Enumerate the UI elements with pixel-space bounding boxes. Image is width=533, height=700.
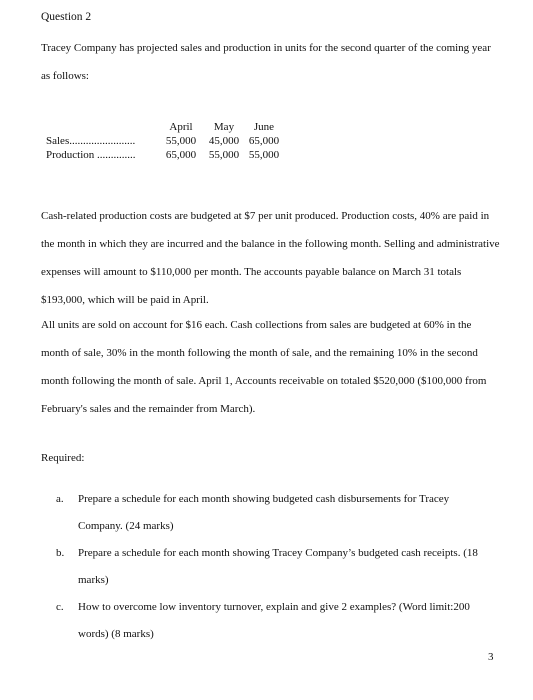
page-number: 3 xyxy=(488,651,494,663)
sales-june: 65,000 xyxy=(248,135,280,147)
production-costs-paragraph: Cash-related production costs are budgeted at $7 per unit produced. Production costs, 40% are paid in the month in which they are incurred and the balance in the following month. Selling and administrative expenses will amount to $110,000 per month. The accounts payable balance on March 31 totals $193,000, which will be paid in April. xyxy=(41,210,500,306)
table-row-sales xyxy=(46,134,284,148)
production-april: 65,000 xyxy=(165,149,197,161)
row-label-production: Production .............. xyxy=(46,149,136,161)
month-header-april: April xyxy=(169,121,193,133)
requirement-text: Prepare a schedule for each month showing Tracey Company’s budgeted cash receipts. (18 marks) xyxy=(78,547,478,586)
requirement-text: How to overcome low inventory turnover, explain and give 2 examples? (Word limit:200 words) (8 marks) xyxy=(78,601,470,640)
table-row-production xyxy=(46,148,284,162)
requirements-list xyxy=(56,486,496,648)
list-item xyxy=(56,540,496,594)
intro-paragraph: Tracey Company has projected sales and production in units for the second quarter of the coming year as follows: xyxy=(41,42,491,82)
sales-april: 55,000 xyxy=(165,135,197,147)
sales-production-table xyxy=(46,120,284,162)
list-marker: c. xyxy=(56,601,64,613)
required-heading: Required: xyxy=(41,452,85,464)
table-corner-cell xyxy=(46,120,158,134)
requirement-text: Prepare a schedule for each month showing budgeted cash disbursements for Tracey Company. (24 marks) xyxy=(78,493,450,532)
list-marker: b. xyxy=(56,547,65,559)
list-item xyxy=(56,594,496,648)
question-title: Question 2 xyxy=(41,11,92,23)
list-marker: a. xyxy=(56,493,64,505)
month-header-june: June xyxy=(253,121,275,133)
sales-may: 45,000 xyxy=(208,135,240,147)
table-header-row xyxy=(46,120,284,134)
cash-collections-paragraph: All units are sold on account for $16 each. Cash collections from sales are budgeted at 60% in the month of sale, 30% in the month following the month of sale, and the remaining 10% in the second month following the month of sale. April 1, Accounts receivable on totaled $520,000 ($100,000 from February's sales and the remainder from March). xyxy=(41,319,487,415)
list-item xyxy=(56,486,496,540)
month-header-may: May xyxy=(213,121,235,133)
production-june: 55,000 xyxy=(248,149,280,161)
row-label-sales: Sales........................ xyxy=(46,135,136,147)
production-may: 55,000 xyxy=(208,149,240,161)
